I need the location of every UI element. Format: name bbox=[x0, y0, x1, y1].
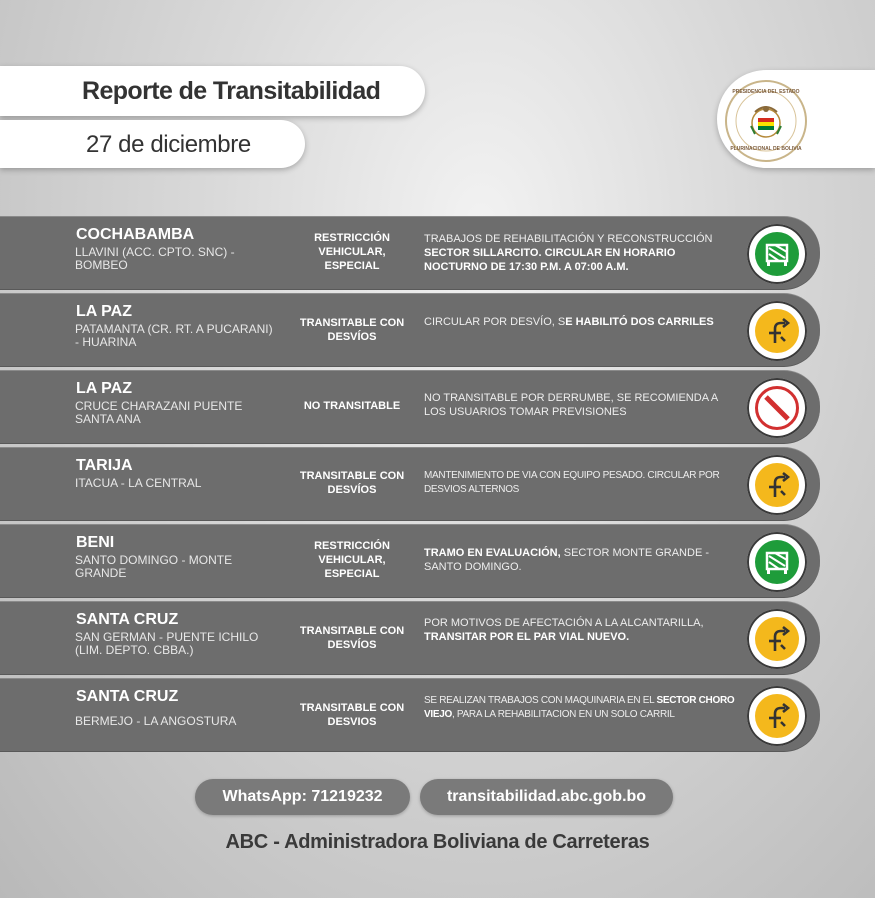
detour-icon bbox=[755, 309, 799, 353]
route-name: CRUCE CHARAZANI PUENTE SANTA ANA bbox=[75, 399, 243, 426]
description-emphasis: E HABILITÓ DOS CARRILES bbox=[565, 316, 714, 328]
route-name: LLAVINI (ACC. CPTO. SNC) - BOMBEO bbox=[75, 245, 235, 272]
list-item bbox=[0, 524, 820, 598]
status-description bbox=[424, 232, 736, 274]
status-icon-badge bbox=[747, 686, 807, 746]
detour-icon bbox=[755, 617, 799, 661]
status-label: RESTRICCIÓN VEHICULAR, ESPECIAL bbox=[314, 232, 390, 272]
list-item bbox=[0, 293, 820, 367]
whatsapp-contact[interactable]: WhatsApp: 71219232 bbox=[195, 779, 410, 815]
description-emphasis: TRANSITAR POR EL PAR VIAL NUEVO. bbox=[424, 631, 630, 643]
page-title: Reporte de Transitabilidad bbox=[82, 77, 381, 105]
restriction-icon bbox=[755, 232, 799, 276]
no-entry-icon bbox=[755, 386, 799, 430]
route-name: SAN GERMAN - PUENTE ICHILO (LIM. DEPTO. CBBA.) bbox=[75, 630, 259, 657]
department-name: COCHABAMBA bbox=[76, 226, 195, 243]
description-text: SE REALIZAN TRABAJOS CON MAQUINARIA EN EL bbox=[424, 695, 657, 706]
route-name: PATAMANTA (CR. RT. A PUCARANI) - HUARINA bbox=[75, 322, 273, 349]
description-text: MANTENIMIENTO DE VIA CON EQUIPO PESADO. CIRCULAR POR DESVIOS ALTERNOS bbox=[424, 470, 720, 495]
status-description bbox=[424, 616, 736, 644]
description-text: POR MOTIVOS DE AFECTACIÓN A LA ALCANTARILLA, bbox=[424, 617, 704, 629]
seal-text-bottom: PLURINACIONAL DE BOLIVIA bbox=[730, 146, 802, 152]
description-emphasis: SECTOR SILLARCITO. CIRCULAR EN HORARIO NOCTURNO DE 17:30 P.M. A 07:00 A.M. bbox=[424, 247, 676, 273]
description-text: TRABAJOS DE REHABILITACIÓN Y RECONSTRUCCIÓN bbox=[424, 233, 713, 245]
road-status-list bbox=[0, 216, 820, 755]
description-text: SECTOR MONTE GRANDE - SANTO DOMINGO. bbox=[424, 547, 709, 573]
description-emphasis: SECTOR CHORO VIEJO bbox=[424, 695, 735, 720]
department-name: SANTA CRUZ bbox=[76, 611, 179, 628]
status-icon-badge bbox=[747, 609, 807, 669]
route-name: BERMEJO - LA ANGOSTURA bbox=[75, 714, 237, 728]
status-label: RESTRICCIÓN VEHICULAR, ESPECIAL bbox=[314, 540, 390, 580]
status-description bbox=[424, 694, 736, 722]
status-icon-badge bbox=[747, 301, 807, 361]
status-description bbox=[424, 469, 736, 497]
route-name: SANTO DOMINGO - MONTE GRANDE bbox=[75, 553, 233, 580]
department-name: SANTA CRUZ bbox=[76, 688, 179, 705]
department-name: LA PAZ bbox=[76, 303, 132, 320]
status-description bbox=[424, 391, 736, 419]
restriction-icon bbox=[755, 540, 799, 584]
status-label: TRANSITABLE CON DESVÍOS bbox=[299, 625, 405, 651]
list-item bbox=[0, 370, 820, 444]
description-emphasis: TRAMO EN EVALUACIÓN, bbox=[424, 547, 561, 559]
description-text: NO TRANSITABLE POR DERRUMBE, SE RECOMIENDA A LOS USUARIOS TOMAR PREVISIONES bbox=[424, 392, 718, 418]
status-icon-badge bbox=[747, 455, 807, 515]
status-icon-badge bbox=[747, 378, 807, 438]
department-name: LA PAZ bbox=[76, 380, 132, 397]
status-label: TRANSITABLE CON DESVIOS bbox=[299, 702, 405, 728]
status-label: NO TRANSITABLE bbox=[303, 400, 401, 412]
report-date: 27 de diciembre bbox=[86, 131, 251, 158]
route-name: ITACUA - LA CENTRAL bbox=[75, 476, 202, 490]
status-description bbox=[424, 546, 736, 574]
seal-text-top: PRESIDENCIA DEL ESTADO bbox=[732, 89, 800, 95]
detour-icon bbox=[755, 694, 799, 738]
presidency-seal-icon bbox=[725, 80, 807, 162]
list-item bbox=[0, 216, 820, 290]
website-link[interactable]: transitabilidad.abc.gob.bo bbox=[420, 779, 673, 815]
description-text: CIRCULAR POR DESVÍO, S bbox=[424, 316, 566, 328]
description-text: , PARA LA REHABILITACION EN UN SOLO CARRIL bbox=[451, 709, 675, 720]
detour-icon bbox=[755, 463, 799, 507]
list-item bbox=[0, 447, 820, 521]
department-name: BENI bbox=[76, 534, 115, 551]
date-banner bbox=[0, 120, 305, 168]
logo-banner bbox=[717, 70, 875, 168]
status-label: TRANSITABLE CON DESVÍOS bbox=[299, 317, 405, 343]
list-item bbox=[0, 678, 820, 752]
list-item bbox=[0, 601, 820, 675]
title-banner bbox=[0, 66, 425, 116]
status-description bbox=[424, 315, 736, 329]
status-label: TRANSITABLE CON DESVÍOS bbox=[299, 470, 405, 496]
department-name: TARIJA bbox=[76, 457, 133, 474]
status-icon-badge bbox=[747, 532, 807, 592]
status-icon-badge bbox=[747, 224, 807, 284]
organization-name: ABC - Administradora Boliviana de Carreteras bbox=[225, 831, 650, 853]
